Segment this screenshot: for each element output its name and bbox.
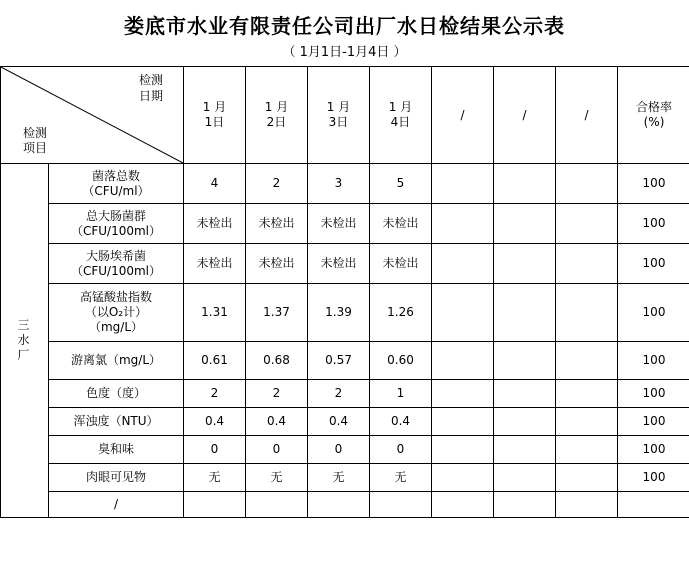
- cell-pass-rate: 100: [618, 464, 689, 492]
- cell-blank: [494, 408, 556, 436]
- table-row: [1, 164, 689, 204]
- cell-blank: [494, 204, 556, 244]
- row-item-label: [49, 464, 184, 492]
- cell-blank: [556, 284, 618, 342]
- cell-value: 0: [370, 436, 432, 464]
- table-row: [1, 342, 689, 380]
- header-day-2: [246, 67, 308, 164]
- row-item-label: [49, 244, 184, 284]
- cell-value: 1.39: [308, 284, 370, 342]
- cell-value: 2: [246, 380, 308, 408]
- cell-blank: [494, 492, 556, 518]
- cell-value: 2: [246, 164, 308, 204]
- cell-blank: [556, 408, 618, 436]
- cell-pass-rate: 100: [618, 284, 689, 342]
- row-item-line1: 高锰酸盐指数: [50, 290, 182, 305]
- cell-blank: [494, 436, 556, 464]
- header-day-4: [370, 67, 432, 164]
- page-subtitle: （ 1月1日-1月4日 ）: [0, 41, 689, 60]
- table-row: [1, 284, 689, 342]
- cell-blank: [432, 436, 494, 464]
- table-header-row: [1, 67, 689, 164]
- cell-value: 5: [370, 164, 432, 204]
- cell-blank: [556, 244, 618, 284]
- cell-value: 0.4: [184, 408, 246, 436]
- cell-value: 1.26: [370, 284, 432, 342]
- cell-value: 未检出: [370, 204, 432, 244]
- group-char-3: 厂: [2, 348, 47, 363]
- row-item-label: [49, 380, 184, 408]
- cell-pass-rate: 100: [618, 204, 689, 244]
- cell-blank: [494, 380, 556, 408]
- cell-value: 0.4: [246, 408, 308, 436]
- row-item-line1: 浑浊度（NTU）: [50, 414, 182, 429]
- cell-blank: [432, 284, 494, 342]
- header-pass-rate-line2: (%): [619, 115, 689, 130]
- cell-blank: [432, 408, 494, 436]
- row-item-line2: （以O₂计）: [50, 305, 182, 320]
- cell-blank: [556, 342, 618, 380]
- cell-blank: [556, 204, 618, 244]
- header-day-1-line1: 1 月: [185, 100, 244, 115]
- header-day-2-line2: 2日: [247, 115, 306, 130]
- cell-pass-rate: 100: [618, 342, 689, 380]
- header-blank-2: /: [494, 67, 556, 164]
- cell-blank: [556, 492, 618, 518]
- cell-value: 2: [308, 380, 370, 408]
- row-item-label: [49, 284, 184, 342]
- document-page: [0, 10, 689, 567]
- cell-blank: [494, 244, 556, 284]
- page-title: 娄底市水业有限责任公司出厂水日检结果公示表: [0, 10, 689, 39]
- group-char-2: 水: [2, 333, 47, 348]
- cell-blank: [556, 436, 618, 464]
- cell-value: [246, 492, 308, 518]
- corner-item-line2: 项目: [9, 141, 61, 157]
- cell-value: 未检出: [184, 244, 246, 284]
- cell-blank: [556, 380, 618, 408]
- cell-blank: [556, 464, 618, 492]
- cell-value: [370, 492, 432, 518]
- cell-value: 无: [370, 464, 432, 492]
- cell-value: 0: [246, 436, 308, 464]
- row-item-label: [49, 342, 184, 380]
- row-item-line1: 菌落总数: [50, 169, 182, 184]
- cell-value: 未检出: [308, 244, 370, 284]
- cell-value: 0.61: [184, 342, 246, 380]
- cell-pass-rate: 100: [618, 408, 689, 436]
- table-row: [1, 204, 689, 244]
- cell-blank: [432, 380, 494, 408]
- header-day-3-line2: 3日: [309, 115, 368, 130]
- row-item-line2: （CFU/100ml）: [50, 264, 182, 279]
- cell-value: 1: [370, 380, 432, 408]
- cell-pass-rate: 100: [618, 164, 689, 204]
- row-item-line1: 游离氯（mg/L）: [50, 353, 182, 368]
- cell-value: 0.4: [370, 408, 432, 436]
- cell-blank: [432, 204, 494, 244]
- cell-blank: [494, 164, 556, 204]
- header-day-3-line1: 1 月: [309, 100, 368, 115]
- cell-blank: [432, 244, 494, 284]
- corner-item-label: [9, 126, 61, 157]
- corner-header-cell: [1, 67, 184, 164]
- header-pass-rate-line1: 合格率: [619, 100, 689, 115]
- row-item-label: [49, 492, 184, 518]
- cell-value: 0: [184, 436, 246, 464]
- cell-blank: [432, 164, 494, 204]
- row-item-label: [49, 436, 184, 464]
- header-day-2-line1: 1 月: [247, 100, 306, 115]
- corner-date-line1: 检测: [125, 73, 177, 89]
- header-day-4-line1: 1 月: [371, 100, 430, 115]
- cell-blank: [494, 342, 556, 380]
- cell-value: 1.37: [246, 284, 308, 342]
- corner-date-label: [125, 73, 177, 104]
- table-row: [1, 436, 689, 464]
- cell-value: 3: [308, 164, 370, 204]
- group-char-1: 三: [2, 318, 47, 333]
- table-row: [1, 380, 689, 408]
- row-item-line1: /: [50, 497, 182, 512]
- cell-value: 0: [308, 436, 370, 464]
- cell-value: 0.57: [308, 342, 370, 380]
- row-item-line1: 肉眼可见物: [50, 470, 182, 485]
- cell-blank: [494, 464, 556, 492]
- table-row: [1, 244, 689, 284]
- cell-blank: [432, 342, 494, 380]
- cell-value: 未检出: [246, 244, 308, 284]
- cell-value: [184, 492, 246, 518]
- row-item-line1: 臭和味: [50, 442, 182, 457]
- header-pass-rate: [618, 67, 689, 164]
- cell-pass-rate: [618, 492, 689, 518]
- header-day-1-line2: 1日: [185, 115, 244, 130]
- row-item-label: [49, 408, 184, 436]
- row-item-line1: 色度（度）: [50, 386, 182, 401]
- cell-blank: [494, 284, 556, 342]
- cell-value: 未检出: [308, 204, 370, 244]
- table-row: [1, 492, 689, 518]
- row-item-label: [49, 204, 184, 244]
- row-item-line3: （mg/L）: [50, 320, 182, 335]
- cell-pass-rate: 100: [618, 436, 689, 464]
- table-row: [1, 408, 689, 436]
- cell-value: 无: [246, 464, 308, 492]
- row-item-line2: （CFU/ml）: [50, 184, 182, 199]
- row-item-line2: （CFU/100ml）: [50, 224, 182, 239]
- cell-value: 未检出: [370, 244, 432, 284]
- cell-value: 0.60: [370, 342, 432, 380]
- cell-blank: [432, 492, 494, 518]
- cell-value: 0.68: [246, 342, 308, 380]
- cell-value: 2: [184, 380, 246, 408]
- header-blank-3: /: [556, 67, 618, 164]
- cell-value: 1.31: [184, 284, 246, 342]
- corner-date-line2: 日期: [125, 89, 177, 105]
- corner-item-line1: 检测: [9, 126, 61, 142]
- row-item-line1: 大肠埃希菌: [50, 249, 182, 264]
- cell-pass-rate: 100: [618, 244, 689, 284]
- cell-value: 未检出: [184, 204, 246, 244]
- cell-blank: [556, 164, 618, 204]
- header-day-1: [184, 67, 246, 164]
- water-quality-table: [0, 66, 689, 518]
- table-row: [1, 464, 689, 492]
- cell-pass-rate: 100: [618, 380, 689, 408]
- group-label-cell: [1, 164, 49, 518]
- cell-value: 无: [184, 464, 246, 492]
- cell-value: 未检出: [246, 204, 308, 244]
- cell-value: [308, 492, 370, 518]
- cell-value: 0.4: [308, 408, 370, 436]
- cell-blank: [432, 464, 494, 492]
- row-item-label: [49, 164, 184, 204]
- header-day-3: [308, 67, 370, 164]
- header-day-4-line2: 4日: [371, 115, 430, 130]
- header-blank-1: /: [432, 67, 494, 164]
- row-item-line1: 总大肠菌群: [50, 209, 182, 224]
- cell-value: 无: [308, 464, 370, 492]
- cell-value: 4: [184, 164, 246, 204]
